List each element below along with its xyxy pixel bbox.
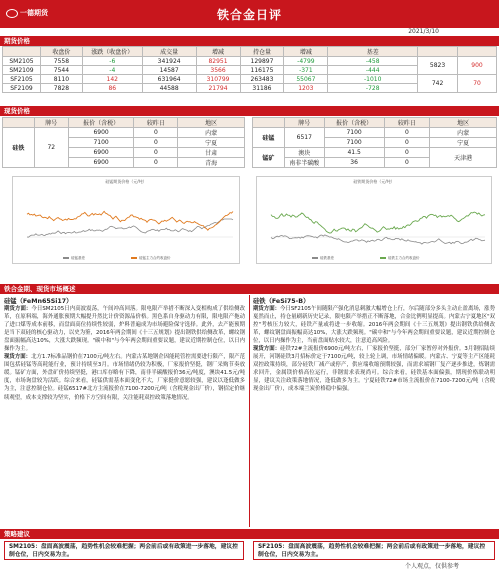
futures-section-title: 期货价格 bbox=[0, 36, 499, 46]
product-label: 硅铁 bbox=[3, 128, 35, 168]
close: 7558 bbox=[40, 57, 82, 66]
product-label: 硅锰 bbox=[253, 128, 285, 148]
spread-value: 5823 bbox=[418, 57, 458, 75]
silicon-iron-spot-table bbox=[2, 117, 245, 168]
mn-analysis-text bbox=[4, 305, 245, 527]
change: -6 bbox=[82, 57, 142, 66]
th-change: 较昨日 bbox=[134, 118, 178, 128]
analysis-section-title: 铁合金期、现货市场概述 bbox=[0, 284, 499, 294]
th-product bbox=[253, 118, 285, 128]
mn-futures-chart bbox=[12, 176, 240, 264]
si-strategy-box: SF2105：盘面高波震荡，趋势性机会较难把握；两会前后或有政策进一步落地，建议控制仓位，日内交易为主。 bbox=[253, 541, 495, 560]
si-analysis-text bbox=[253, 305, 495, 527]
price: 6900 bbox=[68, 158, 134, 168]
price: 7100 bbox=[324, 138, 384, 148]
volume-change: 21794 bbox=[196, 84, 240, 93]
price: 41.5 bbox=[324, 148, 384, 158]
legend-label: 硅铁主力合约收盘价 bbox=[388, 256, 420, 260]
change: 86 bbox=[82, 84, 142, 93]
close: 7828 bbox=[40, 84, 82, 93]
spread-change: 900 bbox=[458, 57, 497, 75]
table-row bbox=[3, 57, 497, 66]
legend-swatch bbox=[312, 257, 318, 259]
open-interest: 31186 bbox=[240, 84, 284, 93]
volume: 14587 bbox=[142, 66, 196, 75]
page-title: 铁合金日评 bbox=[216, 8, 282, 22]
th-contract bbox=[3, 47, 41, 57]
oi-change: -371 bbox=[284, 66, 328, 75]
price: 7100 bbox=[68, 138, 134, 148]
legend-label: 硅铁基差 bbox=[320, 256, 334, 260]
volume: 631964 bbox=[142, 75, 196, 84]
futures-header-row bbox=[3, 47, 497, 57]
change: 0 bbox=[384, 148, 430, 158]
grade: 澳块 bbox=[284, 148, 324, 158]
spread-change: 70 bbox=[458, 75, 497, 93]
table-row bbox=[3, 75, 497, 84]
th-price: 报价（含税） bbox=[68, 118, 134, 128]
column-divider bbox=[249, 295, 250, 527]
volume: 341924 bbox=[142, 57, 196, 66]
th-grade: 牌号 bbox=[284, 118, 324, 128]
contract: SM2109 bbox=[3, 66, 41, 75]
th-close: 收盘价 bbox=[40, 47, 82, 57]
mn-chart-svg bbox=[13, 177, 241, 265]
table-row bbox=[253, 148, 497, 158]
mn-basis-line bbox=[27, 219, 233, 237]
chart-title: 硅锰期货价格（元/吨） bbox=[105, 179, 147, 184]
change: -4 bbox=[82, 66, 142, 75]
th-oi-change: 增减 bbox=[284, 47, 328, 57]
contract: SF2109 bbox=[3, 84, 41, 93]
basis: -728 bbox=[328, 84, 418, 93]
si-futures-chart bbox=[256, 176, 492, 264]
si-basis-line bbox=[271, 235, 485, 244]
th-product bbox=[3, 118, 35, 128]
th-change: 较昨日 bbox=[384, 118, 430, 128]
price: 36 bbox=[324, 158, 384, 168]
volume-change: 82951 bbox=[196, 57, 240, 66]
spread-value: 742 bbox=[418, 75, 458, 93]
open-interest: 116175 bbox=[240, 66, 284, 75]
th-region: 地区 bbox=[178, 118, 245, 128]
grade: 6517 bbox=[284, 128, 324, 148]
region: 甘肃 bbox=[178, 148, 245, 158]
legend-label: 硅锰基差 bbox=[71, 256, 85, 260]
region: 宁夏 bbox=[430, 138, 497, 148]
report-date: 2021/3/10 bbox=[408, 28, 439, 35]
volume-change: 3566 bbox=[196, 66, 240, 75]
th-spread bbox=[418, 47, 458, 57]
open-interest: 263483 bbox=[240, 75, 284, 84]
legend-label: 硅锰主力合约收盘价 bbox=[139, 256, 171, 260]
change: 0 bbox=[134, 148, 178, 158]
si-subtitle: 硅铁（FeSi75-B） bbox=[253, 298, 310, 305]
open-interest: 129897 bbox=[240, 57, 284, 66]
basis: -1010 bbox=[328, 75, 418, 84]
th-volume-change: 增减 bbox=[196, 47, 240, 57]
change: 142 bbox=[82, 75, 142, 84]
si-spot-paragraph: 硅铁72#主流报价6900元/吨左右，厂家报价坚挺，部分厂家暂停对外报价。3月钢招陆续展开，河钢硅铁3月招标价定于7100元/吨，较上轮上调，市场情绪偏暖。内蒙古、宁夏等主产区能耗双控政策持续，部分硅铁厂减产或停产，供应端收缩预期较强，而需求端钢厂复产逐步推进，炼钢需求回升，金属镁价格高位运行，非钢需求表现尚可。综合来看，硅铁基本面偏强，期现价格联动明显，建议关注政策落地情况，逢低做多为主。宁夏硅铁72#市场主流报价在7100-7200元/吨（含税现金出厂价），成本端兰炭价格稳中偏强。 bbox=[253, 346, 495, 393]
change: 0 bbox=[384, 138, 430, 148]
oi-change: 1203 bbox=[284, 84, 328, 93]
futures-table bbox=[2, 46, 497, 93]
mn-spot-paragraph: 北方1.7标准品钢价在7100元/吨左右。内蒙古某地钢企因能耗管控需要进行限产，限产范围包括硅锰等高耗能行业，预计持续至3月。市场情绪仍较为积极，厂家报价坚挺，钢厂采购节奏放缓。锰矿方面，外盘矿价持续坚挺，港口库存略有下降，南非半碳酸报价36元/吨度，澳块41.5元/吨度，市场询盘较为活跃。综合来看，硅锰供需基本面变化不大，厂家挺价意愿较强，建议以逢低做多为主，注意控制仓位。硅锰6517#北方主流报价在7100-7200元/吨（含税现金出厂价），钢招定价继续观望，成本支撑较为坚实，价格下方空间有限，关注能耗双控政策落地情况。 bbox=[4, 354, 245, 401]
change: 0 bbox=[384, 158, 430, 168]
th-region: 地区 bbox=[430, 118, 497, 128]
si-spot-label: 现货方面： bbox=[253, 346, 281, 353]
mn-strategy-box: SM2105：盘面高波震荡，趋势性机会较难把握；两会前后或有政策进一步落地，建议控制仓位，日内交易为主。 bbox=[4, 541, 244, 560]
si-chart-svg bbox=[257, 177, 493, 265]
price: 6900 bbox=[68, 148, 134, 158]
mn-futures-label: 期货方面： bbox=[4, 306, 32, 312]
change: 0 bbox=[134, 128, 178, 138]
th-open-interest: 持仓量 bbox=[240, 47, 284, 57]
grade: 南非半碳酸 bbox=[284, 158, 324, 168]
region: 天津港 bbox=[430, 148, 497, 168]
th-change: 涨跌（收盘价） bbox=[82, 47, 142, 57]
spot-section-title: 现货价格 bbox=[0, 106, 499, 116]
th-volume: 成交量 bbox=[142, 47, 196, 57]
th-grade: 牌号 bbox=[34, 118, 68, 128]
close: 7544 bbox=[40, 66, 82, 75]
basis: -444 bbox=[328, 66, 418, 75]
change: 0 bbox=[384, 128, 430, 138]
contract: SM2105 bbox=[3, 57, 41, 66]
legend-swatch bbox=[380, 257, 386, 259]
th-basis: 基差 bbox=[328, 47, 418, 57]
si-close-line bbox=[271, 212, 485, 233]
footer-disclaimer: 个人观点，仅供参考 bbox=[404, 563, 459, 570]
change: 0 bbox=[134, 158, 178, 168]
grade: 72 bbox=[34, 128, 68, 168]
legend-swatch bbox=[131, 257, 137, 259]
region: 宁夏 bbox=[178, 138, 245, 148]
close: 8110 bbox=[40, 75, 82, 84]
table-row bbox=[3, 128, 245, 138]
date-bar bbox=[0, 28, 499, 35]
basis: -458 bbox=[328, 57, 418, 66]
mn-futures-paragraph: 今日SM2105日内高波震荡，午间冲高回落。限电限产举措不断深入变相构成了供给侧改革，在原料端，海外通胀预期大幅提升然比计价资源品价格。黑色系自身驱动力有限，限电限产拖动了进口煤等成本前移，而盘面高位持续性较弱，炉料普遍成为市场避险保守选择。此外，去产能预期是当下双硅的核心驱动力，以史为鉴，2016年两会期间《十三五规划》提出钢铁供给侧改革，螺纹钢盘面振幅高达10%，大涨大跌频现。"碳中和"与今年两会期间重要议题，建议近期控制仓位，以日内操作为主。 bbox=[4, 306, 245, 353]
mn-subtitle: 硅锰（FeMn65Si17） bbox=[4, 298, 73, 305]
price: 7100 bbox=[324, 128, 384, 138]
product-label: 锰矿 bbox=[253, 148, 285, 168]
logo-text: 一德期货 bbox=[20, 9, 48, 17]
si-futures-paragraph: 今日SF2105午间随限产强化消息刺激大幅增仓上行，尔后随部分多头主动止盈离场，涨势戛然而止，持仓量刷新历史记录，限电限产举措正不断落地，合金比例明显提高。内蒙古宁夏地区"双控"考核压力较大，硅铁产量或将进一步收缩。2016年两会期间《十三五规划》提出钢铁供给侧改革，螺纹钢盘面振幅高达10%，大涨大跌频现。"碳中和"与今年两会期间重要议题，建议近期控制仓位，以日内操作为主，当前盘面贴水较大，注意追高风险。 bbox=[253, 306, 495, 345]
region: 内蒙 bbox=[178, 128, 245, 138]
region: 青海 bbox=[178, 158, 245, 168]
region: 内蒙 bbox=[430, 128, 497, 138]
table-row bbox=[253, 128, 497, 138]
volume-change: 310799 bbox=[196, 75, 240, 84]
oi-change: 55067 bbox=[284, 75, 328, 84]
strategy-section-title: 策略建议 bbox=[0, 529, 499, 539]
change: 0 bbox=[134, 138, 178, 148]
price: 6900 bbox=[68, 128, 134, 138]
oi-change: -4799 bbox=[284, 57, 328, 66]
silicon-manganese-spot-table bbox=[252, 117, 497, 168]
th-spread-change bbox=[458, 47, 497, 57]
th-price: 报价（含税） bbox=[324, 118, 384, 128]
report-header bbox=[0, 0, 499, 28]
contract: SF2105 bbox=[3, 75, 41, 84]
mn-spot-label: 现货方面： bbox=[4, 354, 32, 361]
si-futures-label: 期货方面： bbox=[253, 306, 281, 312]
chart-title: 硅铁期货价格（元/吨） bbox=[353, 179, 395, 184]
legend-swatch bbox=[63, 257, 69, 259]
volume: 44588 bbox=[142, 84, 196, 93]
